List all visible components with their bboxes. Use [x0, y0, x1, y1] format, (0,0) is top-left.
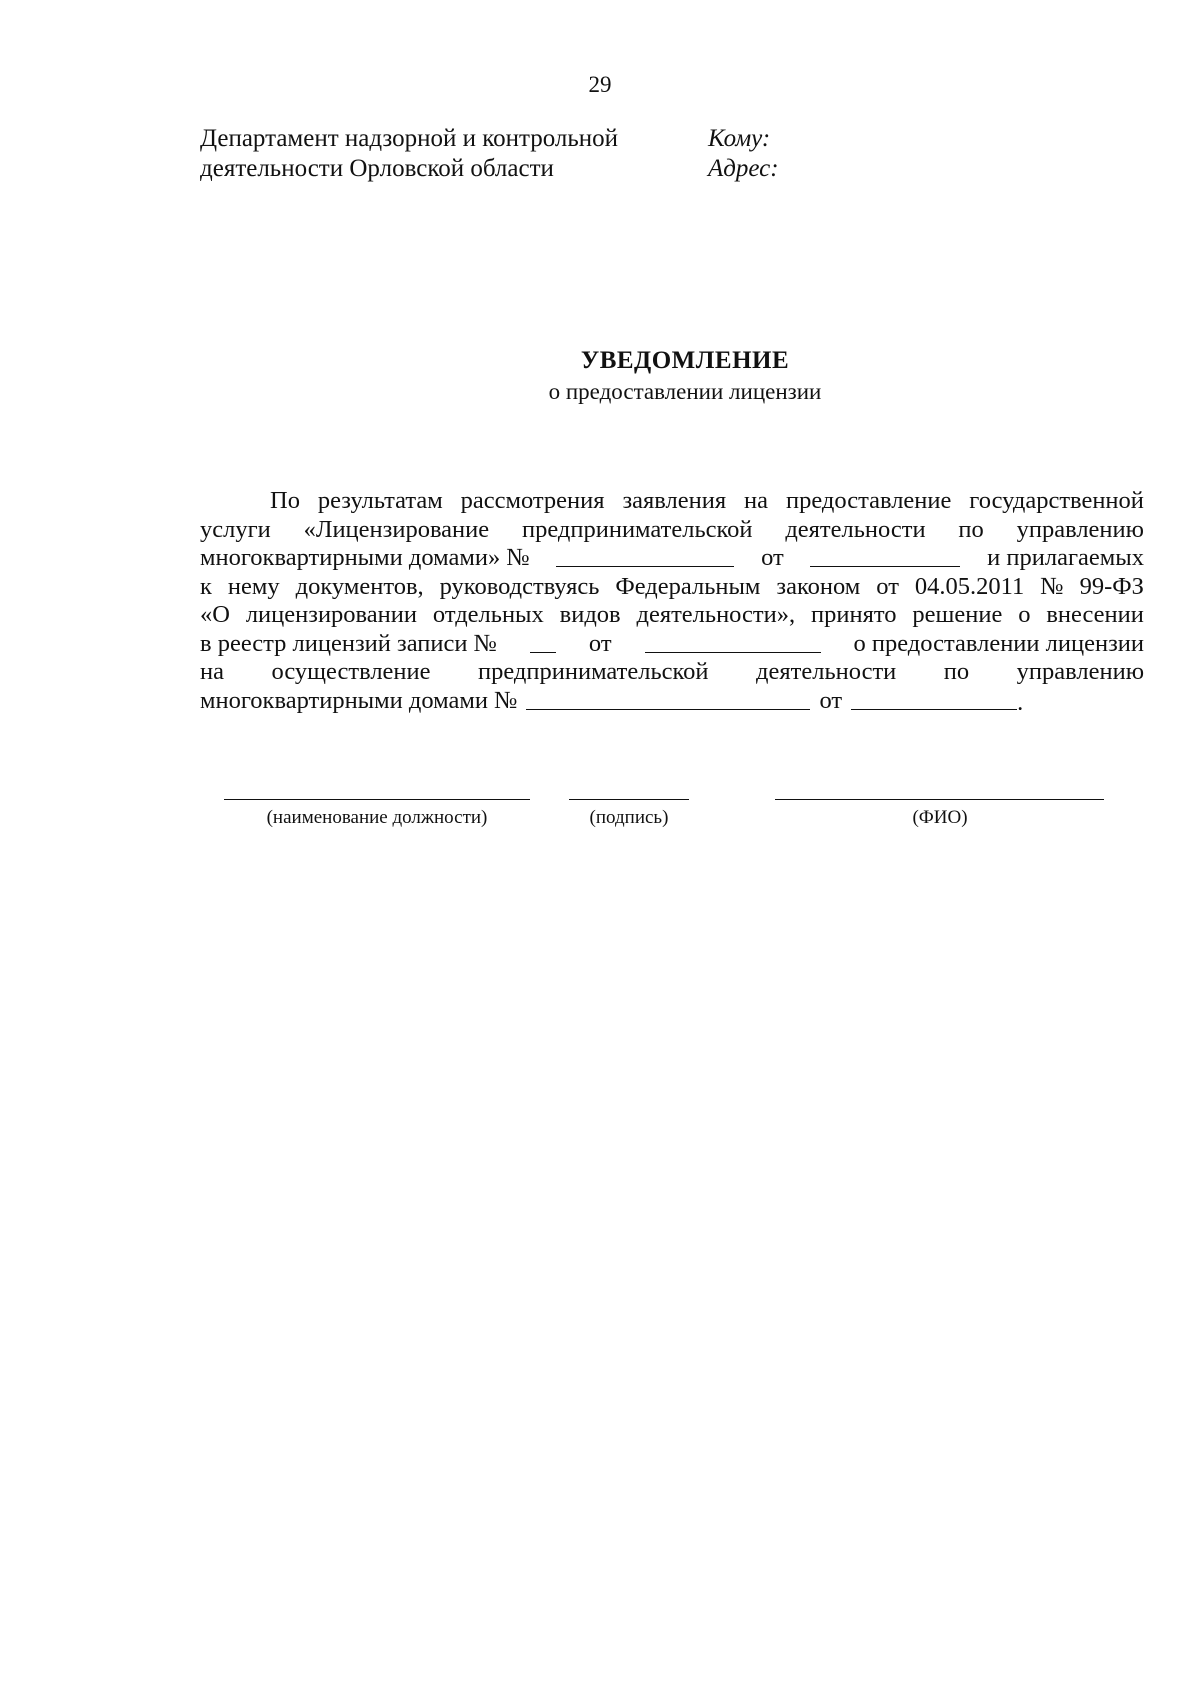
body-word: принято	[811, 601, 897, 628]
body-text-fragment: в реестр лицензий записи №	[200, 629, 497, 657]
body-line-1	[200, 487, 1144, 516]
body-word: государственной	[969, 487, 1144, 514]
body-line-2	[200, 516, 1144, 545]
body-word: осуществление	[271, 658, 431, 685]
body-word: результатам	[317, 487, 443, 514]
body-line-6	[200, 630, 1144, 659]
body-word: деятельности»,	[636, 601, 796, 628]
title-block	[0, 345, 1200, 407]
body-text-fragment: о предоставлении лицензии	[853, 629, 1144, 657]
body-word: к	[200, 572, 212, 600]
license-number-blank[interactable]	[526, 687, 810, 710]
body-word: о	[1018, 601, 1031, 628]
body-word: по	[943, 658, 970, 685]
body-word: услуги	[200, 515, 271, 543]
body-line-4	[200, 573, 1144, 602]
recipient-block	[708, 124, 779, 184]
body-word: 99-ФЗ	[1079, 572, 1144, 600]
position-caption: (наименование должности)	[266, 807, 488, 828]
body-line-7	[200, 658, 1144, 687]
page-number: 29	[588, 72, 612, 97]
body-word: лицензировании	[245, 601, 418, 628]
body-line-5	[200, 601, 1144, 630]
body-word: управлению	[1016, 515, 1144, 543]
document-title: УВЕДОМЛЕНИЕ	[580, 347, 790, 374]
license-date-blank[interactable]	[851, 687, 1017, 710]
body-word: предпринимательской	[478, 658, 709, 685]
signature-caption: (подпись)	[589, 807, 669, 828]
body-word: 04.05.2011	[914, 572, 1025, 600]
application-date-blank[interactable]	[810, 544, 960, 567]
body-text-fragment: и прилагаемых	[987, 544, 1144, 571]
body-word: видов	[559, 601, 621, 628]
sender-line-2: деятельности Орловской области	[200, 155, 554, 182]
registry-record-number-blank[interactable]	[530, 630, 556, 653]
sender-line-1: Департамент надзорной и контрольной	[200, 125, 619, 152]
body-word: предпринимательской	[521, 515, 753, 543]
body-word: по	[958, 515, 984, 543]
registry-record-date-blank[interactable]	[645, 630, 821, 653]
position-signature-line[interactable]	[224, 799, 530, 800]
body-word: предоставление	[785, 487, 952, 514]
body-word: Федеральным	[615, 572, 761, 600]
body-word: «О	[200, 601, 230, 628]
body-word: заявления	[622, 487, 727, 514]
body-word: По	[270, 487, 300, 514]
sender-block	[200, 124, 618, 184]
body-line-8	[200, 687, 1144, 718]
body-word: законом	[776, 572, 861, 600]
notice-body	[200, 487, 1144, 717]
body-word: управлению	[1016, 658, 1144, 685]
body-word: от	[876, 572, 899, 600]
body-text-fragment: многоквартирными домами №	[200, 686, 518, 714]
body-word: нему	[227, 572, 280, 600]
body-word: «Лицензирование	[303, 515, 490, 543]
body-text-fragment: от	[819, 686, 843, 714]
name-caption: (ФИО)	[912, 807, 968, 828]
body-word: решение	[912, 601, 1003, 628]
body-line-3	[200, 544, 1144, 573]
full-name-signature-line[interactable]	[775, 799, 1104, 800]
recipient-address-label: Адрес:	[708, 155, 779, 182]
body-word: внесении	[1046, 601, 1144, 628]
body-word: на	[200, 658, 224, 685]
document-subtitle: о предоставлении лицензии	[548, 379, 822, 404]
recipient-to-label: Кому:	[708, 125, 771, 152]
body-word: рассмотрения	[460, 487, 605, 514]
body-word: деятельности	[756, 658, 897, 685]
body-text-fragment: от	[588, 629, 612, 657]
body-word: документов,	[295, 572, 424, 600]
signature-line[interactable]	[569, 799, 689, 800]
body-word: отдельных	[432, 601, 544, 628]
body-word: на	[744, 487, 769, 514]
body-word: №	[1040, 572, 1064, 600]
body-text-fragment: от	[761, 544, 784, 571]
body-text-fragment: многоквартирными домами» №	[200, 544, 530, 571]
application-number-blank[interactable]	[556, 544, 734, 567]
sentence-period: .	[1017, 688, 1024, 716]
body-word: деятельности	[785, 515, 926, 543]
body-word: руководствуясь	[439, 572, 600, 600]
